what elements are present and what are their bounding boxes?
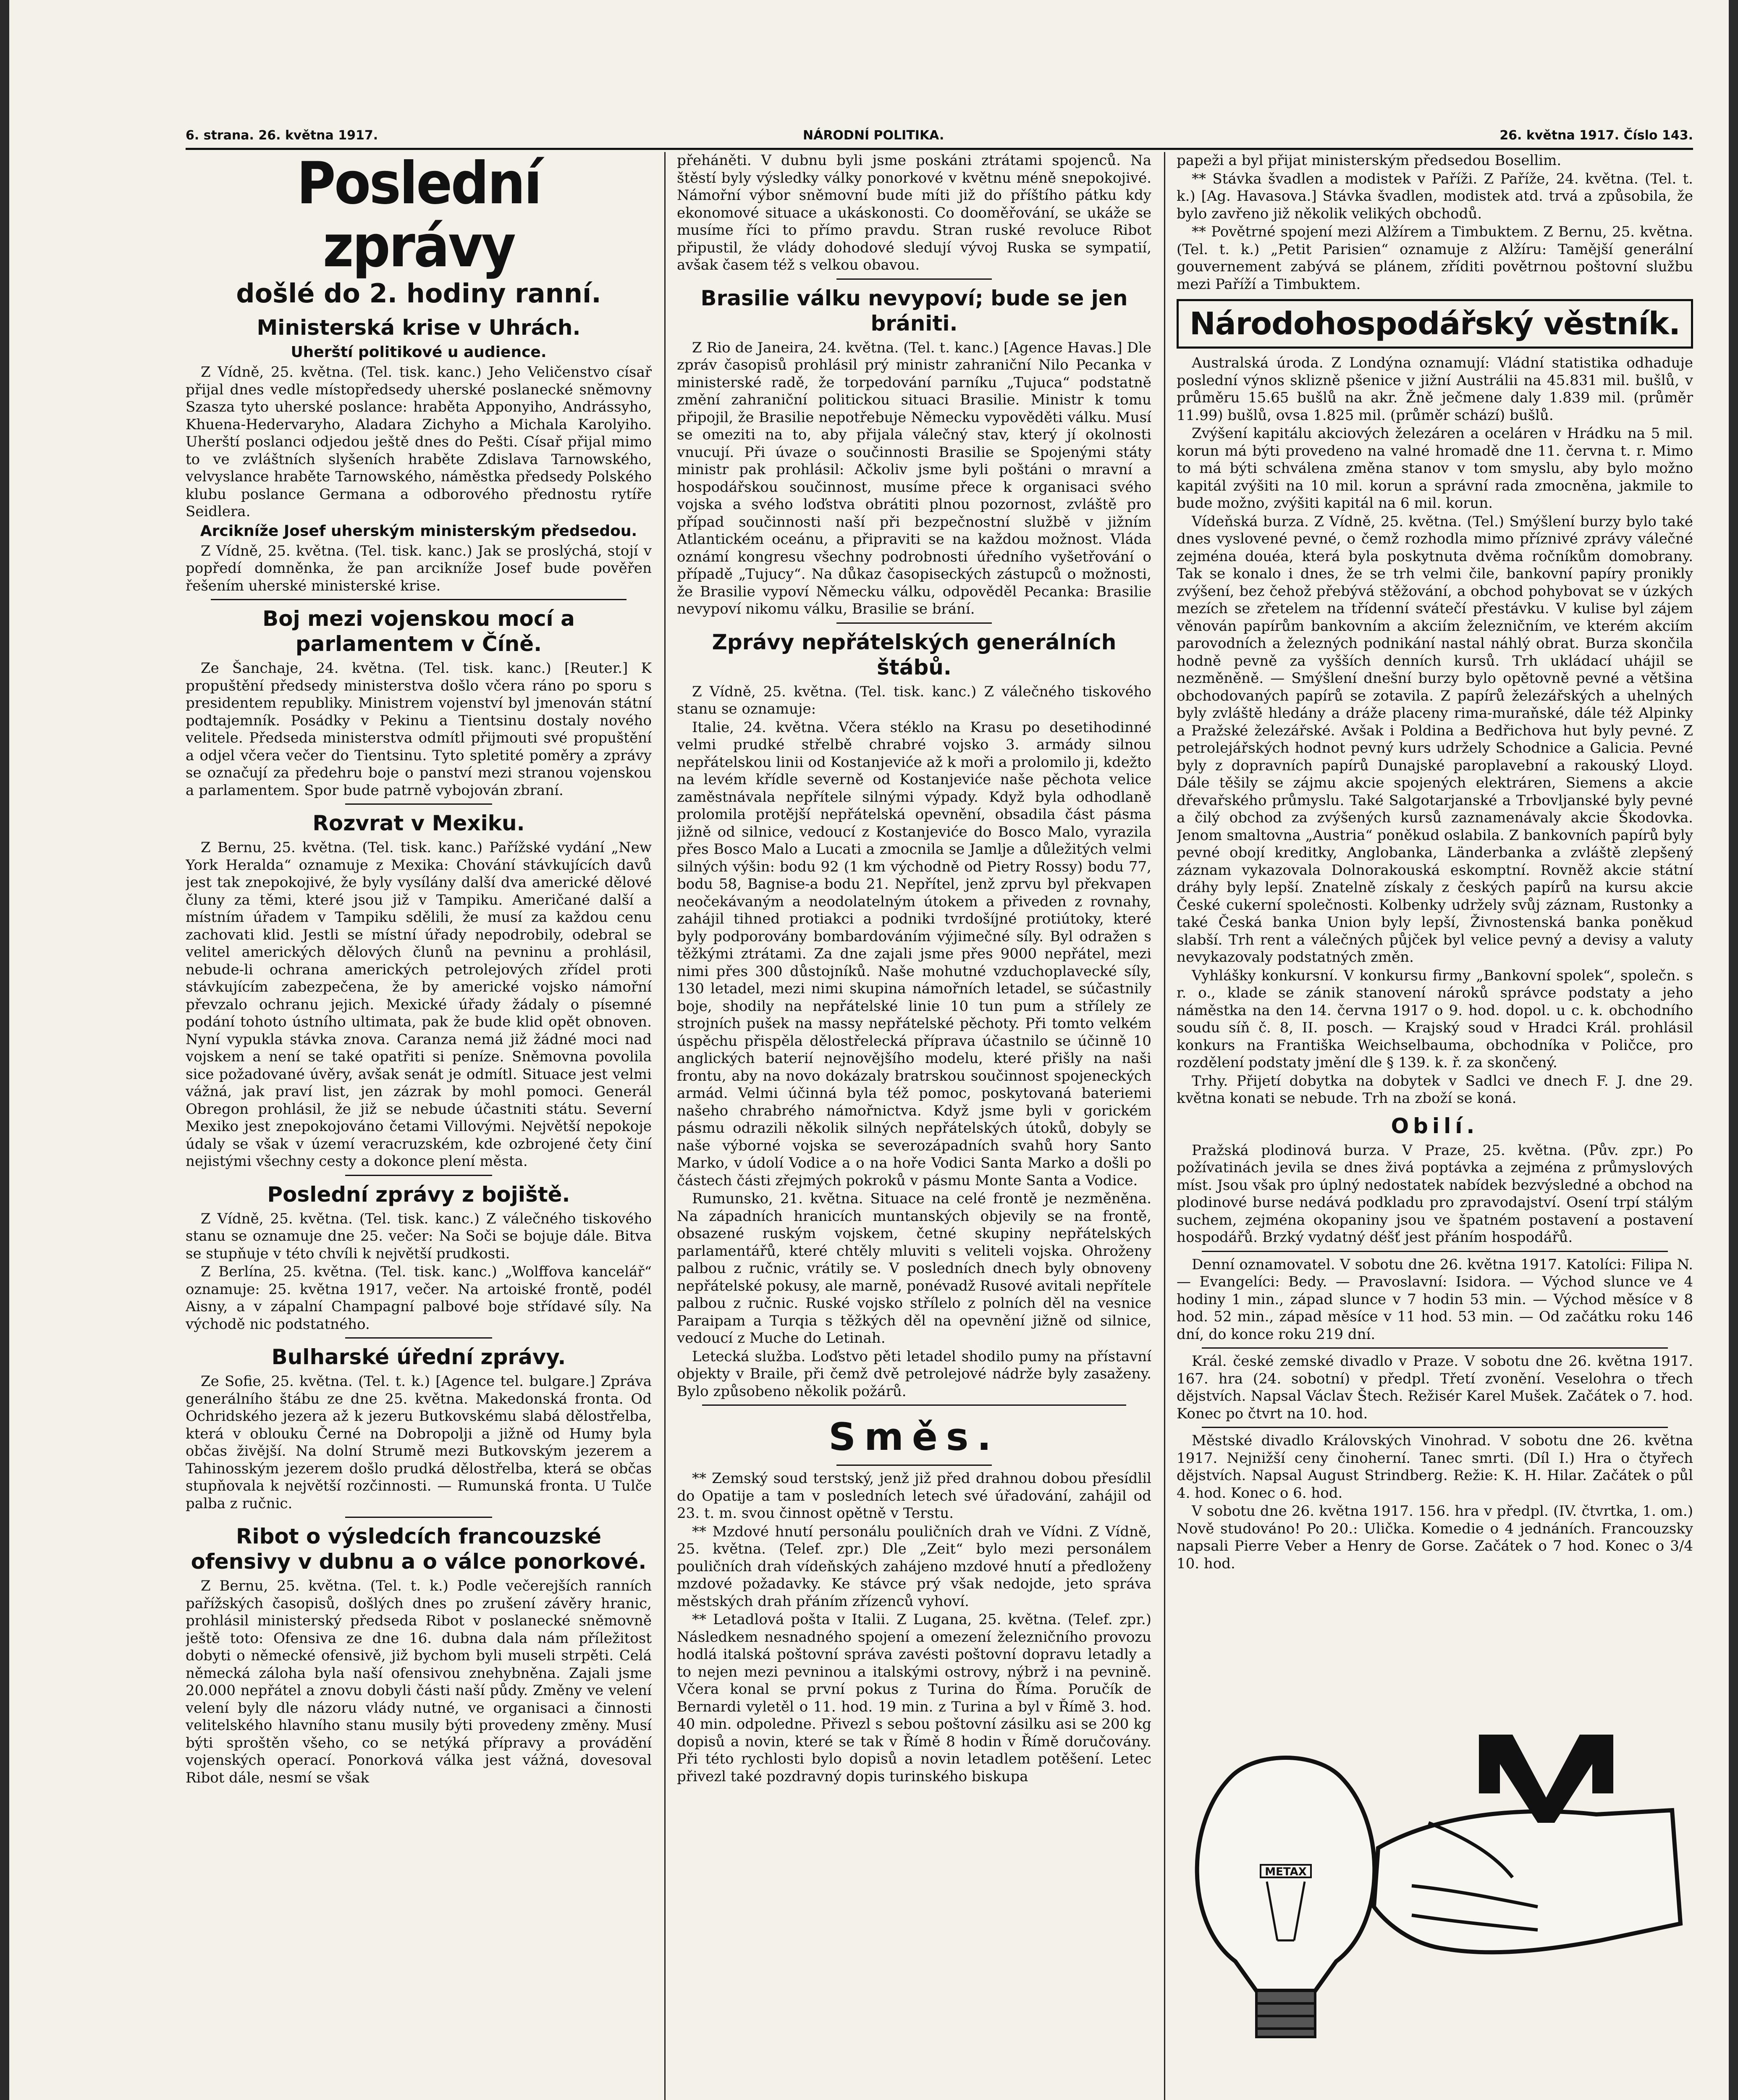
divider [345,803,492,805]
divider [836,278,992,280]
article-zvyseni-kapitalu: Zvýšení kapitálu akciových železáren a oceláren v Hrádku na 5 mil. korun má býti provedeno na valné hromadě dne 11. června t. r. Mimo to má býti schválena změna stanov v tom smyslu, aby bylo možno kapitál zvýšiti na 10 mil. korun a správní rada zmocněna, jakmile to bude možno, zvýšiti kapitál na 6 mil. korun. [1177,425,1693,512]
article-italie: Italie, 24. května. Včera stéklo na Krasu po desetihodinné velmi prudké střelbě chrabré vojsko 3. armády silnou nepřátelskou linii od Kostanjeviće až k moři a prolomilo ji, kdežto na levém křídle severně od Kostanjeviće naše pěchota velice zaměstnávala nepřítele silnými výpady. Když byla odhodlaně prolomila protější nepřátelská opevnění, obsadila část pásma jižně od silnice, vedoucí z Kostanjeviće do Bosco Malo, vyrazila přes Bosco Malo a Lucati a zmocnila se Jamlje a důležitých velmi silných výšin: bodu 92 (1 km východně od Pietry Rossy) bodu 77, bodu 58, Bagnise-a bodu 21. Nepřítel, jenž zprvu byl překvapen neočekávaným a neodolatelným útokem a přiveden z rovnahy, zahájil tihned protiakci a podniki tvrdošíjné protiútoky, které byly podporovány bombardováním výjimečné síly. Byl odražen s těžkými ztrátami. Za dne zajali jsme přes 9000 nepřátel, mezi nimi přes 300 důstojníků. Naše mohutné vzduchoplavecké síly, 130 letadel, mezi nimi skupina námořních letadel, se súčastnily boje, shodily na nepřátelské linie 10 tun pum a střílely ze strojních pušek na massy nepřátelské pěchoty. Při tomto velkém úspěchu přispěla dělostřelecká příprava účastnilo se účinně 10 anglických baterií nejnovějšího modelu, které přišly na naši frontu, aby na novo dokázaly bratrskou součinnost spojeneckých armád. Velmi účinná byla též pomoc, poskytovaná bateriemi našeho chrabrého námořnictva. Když jsme byli v gorickém pásmu odrazili několik silných nepřátelských útoků, dobyly se naše výborné vojska se severozápadních svahů hory Santo Marko, v údolí Vodice a o na hoře Vodici Santa Marko a došli po částech části zřejmých pokroků v pásmu Monte Santa a Vodice. [677,719,1151,1189]
divider [211,599,627,600]
heading-narodohospodarsky-vestnik: Národohospodářský věstník. [1177,299,1693,349]
column-1 [186,152,652,2100]
folio-center: NÁRODNÍ POLITIKA. [803,128,944,143]
article-bojiste-vienna: Z Vídně, 25. května. (Tel. tisk. kanc.) Z válečného tiskového stanu se oznamuje dne 25. večer: Na Soči se bojuje dále. Bitva se stupňuje v této chvíli k největší prudkosti. [186,1210,652,1262]
page-folio [186,128,1693,147]
article-stavka-svadlen: ** Stávka švadlen a modistek v Paříži. Z Paříže, 24. května. (Tel. t. k.) [Ag. Havasova.] Stávka švadlen, modistek atd. trvá a způsobila, že bylo zavřeno již několik velikých obchodů. [1177,170,1693,222]
column-divider [664,152,666,2100]
column-divider [1164,152,1165,2100]
article-ribot-continued: přeháněti. V dubnu byli jsme poskáni ztrátami spojenců. Na štěstí byly výsledky války ponorkové v květnu méně snepokojivé. Námořní výbor sněmovní bude míti již do příštího pátku kdy ekonomové situace a ukáskonosti. Co dooměřování, se ukáže se musíme říci to přímo pravdu. Stran ruské revoluce Ribot připustil, že vlády dohodové sledují vývoj Ruska se sympatií, avšak časem též s velkou obavou. [677,152,1151,273]
article-letadlova-posta: ** Letadlová pošta v Italii. Z Lugana, 25. května. (Telef. zpr.) Následkem nesnadného spojení a omezení železničního provozu hodlá italská poštovní správa zavésti poštovní dopravu letadly a to nejen mezi pevninou a italskými ostrovy, nýbrž i na pevnině. Včera konal se první pokus z Turina do Říma. Poručík de Bernardi vyletěl o 11. hod. 19 min. z Turina a byl v Římě 3. hod. 40 min. odpoledne. Přivezl s sebou poštovní zásilku asi se 200 kg dopisů a novin, které se tak v Římě 8 hodin v Římě doručovány. Při této rychlosti bylo dopisů a novin letadlem potěšení. Letec přivezl také pozdravný dopis turinského biskupa [677,1611,1151,1785]
divider [1202,1347,1668,1349]
heading-staby: Zprávy nepřátelských generálních štábů. [712,630,1117,680]
divider [702,1404,1126,1406]
article-letecka: Letecká služba. Loďstvo pěti letadel shodilo pumy na přístavní objekty v Braile, při čemž dvě petrolejové nádrže byly zasaženy. Bylo způsobeno několik požárů. [677,1348,1151,1400]
article-brasilie: Z Rio de Janeira, 24. května. (Tel. t. kanc.) [Agence Havas.] Dle zpráv časopisů prohlásil prý ministr zahraniční Nilo Pecanka v ministerské radě, že torpedování parníku „Tujuca“ podstatně změní zahraniční politickou situaci Brasilie. Ministr k tomu připojil, že Brasilie nepotřebuje Německu vypověděti válku. Musí se omeziti na to, aby přijala válečný stav, který jí okolnosti vnucují. Při úvaze o součinnosti Brasilie se Spojenými státy ministr pak prohlásil: Ačkoliv jsme byli poštáni o mravní a hospodářskou součinnost, musíme přece k organisaci svého vojska a svého loďstva obrátiti plnou pozornost, zvláště pro případ součinnosti naší při bezpečnostní službě v jižním Atlantickém oceánu, a připraviti se na každou možnost. Vláda oznámí kongresu všechny podrobnosti úředního vyšetřování o případě „Tujucy“. Na důkaz časopiseckých zástupců o možnosti, že Brasilie vypoví Německu válku, odpověděl Pecanka: Brasilie nevypoví nikomu válku, Brasilie se brání. [677,339,1151,617]
article-mexiko: Z Bernu, 25. května. (Tel. tisk. kanc.) Pařížské vydání „New York Heralda“ oznamuje z Mexika: Chování stávkujících davů jest tak znepokojivé, že byly vysílány další dva americké dělové čluny za těmi, které jsou již v Tampiku. Američané další a místním úřadem v Tampiku sdělili, že musí za každou cenu zachovati klid. Jestli se místní úřady nepodrobily, odebral se velitel amerických dělových člunů na pevninu a prohlásil, nebude-li ochrana amerických petrolejových zřídel proti stávkujícím zabezpečena, že by americké vojsko námořní převzalo ochranu jejich. Mexické úřady žádaly o písemné podání tohoto ústního ultimata, pak že bude klid opět obnoven. Nyní vypukla stávka znova. Caranza nemá již žádné moci nad vojskem a není se také opatřiti si peníze. Sněmovna povolila sice požadované úvěry, avšak senát je odmítl. Situace jest velmi vážná, jak praví list, jen zázrak by mohl pomoci. Generál Obregon prohlásil, že již se nebude účastniti státu. Severní Mexiko jest znepokojováno četami Villovými. Největší nepokoje údaly se však v území veracruzském, kde ozbrojené čety činí nejistými všechny cesty a dokonce plení města. [186,839,652,1170]
divider [345,1517,492,1518]
divider [1202,1427,1668,1428]
article-povetrne-spojeni: ** Povětrné spojení mezi Alžírem a Timbuktem. Z Bernu, 25. května. (Tel. t. k.) „Petit Parisien“ oznamuje z Alžíru: Tamější generální gouvernement zabývá se plánem, zříditi povětrnou poštovní službu mezi Paříží a Timbuktem. [1177,223,1693,293]
divider [345,1337,492,1339]
top-rule [186,148,1693,150]
heading-krise: Ministerská krise v Uhrách. [257,315,581,340]
article-bulharske: Ze Sofie, 25. května. (Tel. t. k.) [Agence tel. bulgare.] Zpráva generálního štábu ze dne 25. května. Makedonská fronta. Od Ochridského jezera až k jezeru Butkovskému slabá dělostřelba, která v oblouku Černé na Dobropolji a jižně od Humy byla občas živější. Na dolní Strumě mezi Butkovským jezerem a Tahinosským jezerem došlo prudká dělostřelba, která se občas stupňovala k největší rozčinnosti. — Rumunská fronta. U Tulče palba z ručnic. [186,1373,652,1512]
heading-arcikniže: Arcikníže Josef uherským ministerským předsedou. [200,522,637,540]
subheading-audience: Uherští politikové u audience. [291,344,547,361]
headline-subtitle: došlé do 2. hodiny ranní. [236,278,601,309]
article-bojiste-berlin: Z Berlína, 25. května. (Tel. tisk. kanc.) „Wolffova kancelář“ oznamuje: 25. května 1917, večer. Na artoiské frontě, podél Aisny, a v zápalní Champagní palbové boje střídavé síly. Na východě nic podstatného. [186,1263,652,1333]
heading-smes: Směs. [828,1415,1000,1459]
article-cina: Ze Šanchaje, 24. května. (Tel. tisk. kanc.) [Reuter.] K propuštění předsedy ministerstva došlo včera ráno po sporu s presidentem republiky. Ministrem vojenství byl jmenován státní podtajemník. Posádky v Pekinu a Tientsinu dostaly nového velitele. Předseda ministerstva odmítl přijmouti své propuštění a odjel včera večer do Tientsinu. Tyto spletité poměry a zprávy se označují za předehru boje o panství mezi stranou vojenskou a parlamentem. Spor bude patrně vybojován zbraní. [186,660,652,799]
article-denni-oznamovatel: Denní oznamovatel. V sobotu dne 26. května 1917. Katolíci: Filipa N. — Evangelíci: Bedy. — Pravoslavní: Isidora. — Východ slunce ve 4 hodiny 1 min., západ slunce v 7 hodin 53 min. — Východ měsíce v 8 hod. 52 min., západ měsíce v 11 hod. 53 min. — Od začátku roku 146 dní, do konce roku 219 dní. [1177,1256,1693,1343]
heading-obili: Obilí. [1391,1113,1479,1138]
column-2 [677,152,1151,2100]
article-videnska-burza: Vídeňská burza. Z Vídně, 25. května. (Tel.) Smýšlení burzy bylo také dnes vyslovené pevné, o čemž rozhodla mimo příznivé zprávy válečné zejména douéa, která byla poskytnuta dvěma ročníkům domobrany. Tak se konalo i dnes, že se trh velmi čile, bankovní papíry pronikly zvýšení, bez čehož přebývá stěžování, a obchod pohybovat se v úzkých mezích se zřetelem na třídenní svátečí přestávku. V kulise byl zájem věnován papírům bankovním a akciím železničním, ve kterém akciím parovodních a železných podnikání nastal náhlý obrat. Burza skončila hodně pevně za vyšších denních kursů. Trh ukládací uhájil se nezměněně. — Smýšlení dnešní burzy bylo opětovně pevné a většina obchodovaných papírů se zotavila. Z papírů železářských a uhelných byly zvláště hledány a dráže placeny rima-muraňské, dále též Alpinky a Pražské železářské. Avšak i Poldina a Bedřichova hut byly pevné. Z petrolejářských hodnot pevný kurs udržely Schodnice a Galicia. Pevné byly z dopravních papírů Dunajské paroplavební a rakouský Lloyd. Dále těšily se zájmu akcie spojených elektráren, Siemens a akcie dřevařského průmyslu. Také Salgotarjanské a Trbovljanské byly pevné a čilý obchod za zvýšených kursů zaznamenávaly akcie Škodovka. Jenom smaltovna „Austria“ poněkud oslabila. Z bankovních papírů byly pevné obojí kreditky, Anglobanka, Länderbanka a zvláště zlepšený záznam vykazovala Dolnorakouská eskomptní. Rovněž akcie státní dráhy byly lepší. Znatelně získaly z českých papírů na kursu akcie České cukerní společnosti. Kolbenky udržely svůj záznam, Rustonky a také Česká banka Union byly lepší, Živnostenská banka poněkud slabší. Trh rent a válečných půjček byl velice pevný a devisy a valuty nevykazovaly podstatných změn. [1177,513,1693,966]
article-continued: papeži a byl přijat ministerským předsedou Bosellim. [1177,152,1562,169]
folio-left: 6. strana. 26. května 1917. [186,128,378,143]
article-zemske-divadlo: Král. české zemské divadlo v Praze. V sobotu dne 26. května 1917. 167. hra (24. sobotní) v předpl. Třetí zvonění. Veselohra o třech dějstvích. Napsal Václav Štech. Režisér Karel Mušek. Začátek o 7. hod. Konec po čtvrt na 10. hod. [1177,1353,1693,1422]
newspaper-page [9,0,1729,2100]
article-trhy: Trhy. Přijetí dobytka na dobytek v Sadlci ve dnech F. J. dne 29. května konati se nebude. Trh na zboží se koná. [1177,1072,1693,1107]
article-staby-intro: Z Vídně, 25. května. (Tel. tisk. kanc.) Z válečného tiskového stanu se oznamuje: [677,683,1151,717]
article-vinohradske-divadlo-2: V sobotu dne 26. května 1917. 156. hra v předpl. (IV. čtvrtka, 1. om.) Nově studováno! Po 20.: Ulička. Komedie o 4 jednáních. Francouzsky napsali Pierre Veber a Henry de Gorse. Začátek o 7 hod. Konec o 3/4 10. hod. [1177,1503,1693,1572]
article-krise: Z Vídně, 25. května. (Tel. tisk. kanc.) Jeho Veličenstvo císař přijal dnes vedle místopředsedy uherské poslanecké sněmovny Szasza tyto uherské poslance: hraběta Apponyiho, Andrássyho, Khuena-Hedervaryho, Aladara Zichyho a Michala Karolyiho. Uherští poslanci odjedou ještě dnes do Pešti. Císař přijal mimo to ve zvláštních slyšeních hraběte Zdislava Tarnowského, velvyslance hraběte Tarnowského, náměstka předsedy Polského klubu poslance Germana a odborového přednostu rytíře Seidlera. [186,364,652,520]
divider [836,1465,992,1466]
heading-bojiste: Poslední zprávy z bojiště. [267,1182,570,1207]
article-arcikniže: Z Vídně, 25. května. (Tel. tisk. kanc.) Jak se proslýchá, stojí v popředí domněnka, že pan arcikníže Josef bude pověřen řešením uherské ministerské krise. [186,542,652,594]
metax-advertisement [1177,1688,1693,2100]
article-australska-uroda: Australská úroda. Z Londýna oznamují: Vládní statistika odhaduje poslední výnos sklizně pšenice v jižní Austrálii na 45.831 mil. bušlů, v průměru 15.65 bušlů na akr. Žně ječmene daly 1.839 mil. (průměr 11.99) bušlů, ovsa 1.825 mil. (průměr schází) bušlů. [1177,354,1693,424]
heading-bulharske: Bulharské úřední zprávy. [271,1345,566,1369]
divider [345,1175,492,1176]
folio-right: 26. května 1917. Číslo 143. [1499,128,1693,143]
bulb-label: METAX [1265,1866,1307,1878]
article-rumunsko: Rumunsko, 21. května. Situace na celé frontě je nezměněna. Na západních hranicích muntanských objevily se na frontě, obsazené ruským vojskem, četné skupiny nepřátelských parlamentářů, které chtěly mluviti s veliteli vojska. Ohroženy palbou z ručnic, vrátily se. V posledních dnech byly obnoveny nepřátelské pokusy, ale marně, ponévadž Rusové avitali nepřítele palbou z ručnic. Ruské vojsko střílelo z polních děl na vesnice Paraipam a Turqia s těžkých děl na opevnění jižně od silnice, vedoucí z Muche do Letinah. [677,1190,1151,1347]
article-vinohradske-divadlo: Městské divadlo Královských Vinohrad. V sobotu dne 26. května 1917. Nejnižší ceny činoherní. Tanec smrti. (Díl I.) Hra o čtyřech dějstvích. Napsal August Strindberg. Režie: K. H. Hilar. Začátek o půl 4. hod. Konec o 6. hod. [1177,1432,1693,1502]
heading-ribot: Ribot o výsledcích francouzské ofensivy v dubnu a o válce ponorkové. [191,1524,647,1574]
article-mzdove-hnuti: ** Mzdové hnutí personálu pouličních drah ve Vídni. Z Vídně, 25. května. (Telef. zpr.) Dle „Zeit“ bylo mezi personálem pouličních drah vídeňských zahájeno mzdové hnutí a předloženy mzdové požadavky. Ke stávce prý však nedojde, jeto správa městských drah přáním zřízenců vyhoví. [677,1523,1151,1610]
article-ribot: Z Bernu, 25. května. (Tel. t. k.) Podle večerejších ranních pařížských časopisů, došlých dnes po zrušení závěry hranic, prohlásil ministerský předseda Ribot v poslanecké sněmovně ještě toto: Ofensiva ze dne 16. dubna dala nám příležitost dobyti o německé ofensivě, již bychom byli museli strpěti. Celá německá záloha byla naší ofensivou znehybněna. Zajali jsme 20.000 nepřátel a znovu dobyli části naší půdy. Změny ve velení velení byly dle názoru vlády nutné, ve organisaci a činnosti velitelského hlavního stanu musily býti provedeny změny. Musí býti sproštěn všeho, co se netýká přípravy a provádění vojenských operací. Ponorková válka jest vážná, dovesoval Ribot dále, nesmí se však [186,1578,652,1786]
article-zemsky-soud: ** Zemský soud terstský, jenž již před drahnou dobou přesídlil do Opatije a tam v posledních letech své úřadování, zahájil od 23. t. m. svou činnost opětně v Terstu. [677,1470,1151,1522]
headline-posledni-zpravy: Poslední zprávy [296,152,541,280]
heading-mexiko: Rozvrat v Mexiku. [312,811,525,835]
article-konkursy: Vyhlášky konkursní. V konkursu firmy „Bankovní spolek“, společn. s r. o., klade se zánik stanovení nároků správce podstaty a jeho náměstka na den 14. června 1917 o 9. hod. dopol. u c. k. obchodního soudu síň č. 8, II. posch. — Krajský soud v Hradci Král. prohlásil konkurs na Františka Weichselbauma, obchodníka v Poličce, pro rozdělení podstaty jmění dle § 139. k. ř. za skončený. [1177,967,1693,1071]
article-plodinova-burza: Pražská plodinová burza. V Praze, 25. května. (Pův. zpr.) Po požívatinách jevila se dnes živá poptávka a zejména z průmyslových míst. Jsou však pro úplný nedostatek nabídek bezvýsledné a obchod na plodinové burse nedává podkladu pro zpravodajství. Osení trpí stálým suchem, zejména okopaniny jsou ve špatném postavení a postavení hospodářů. Brzký vydatný déšť jest přáním hospodářů. [1177,1142,1693,1246]
heading-brasilie: Brasilie válku nevypoví; bude se jen brániti. [700,286,1128,336]
heading-cina: Boj mezi vojenskou mocí a parlamentem v Číně. [262,606,575,656]
metax-lamp-illustration [1177,1688,1693,2100]
divider [836,622,992,624]
divider [1202,1251,1668,1252]
